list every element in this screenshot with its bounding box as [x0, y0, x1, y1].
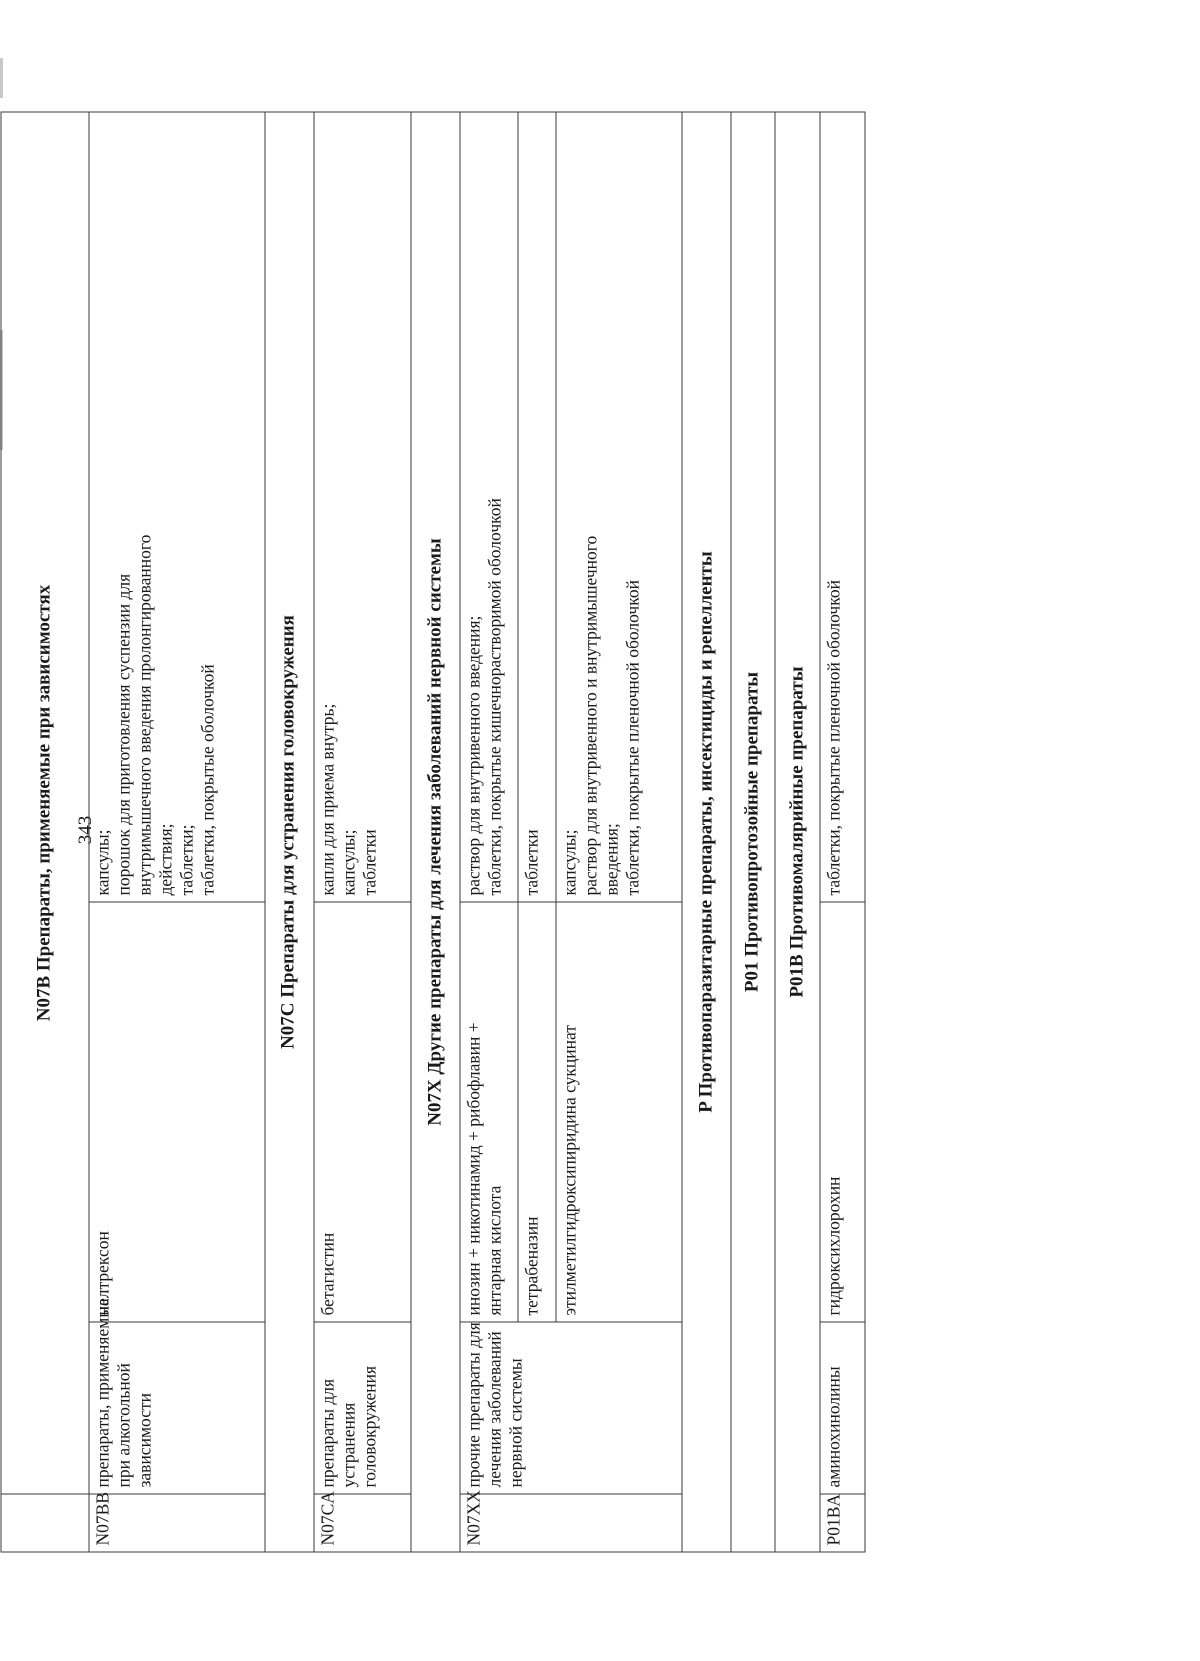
drug-classification-table	[0, 112, 865, 1553]
dosage-forms: капсулы; порошок для приготовления суспензии для внутримышечного введения пролонгированного действия; таблетки; таблетки, покрытые оболочкой	[88, 112, 264, 902]
section-heading: N07B Препараты, применяемые при зависимостях	[1, 112, 89, 1494]
page-number: 343	[75, 815, 96, 845]
dosage-forms: таблетки, покрытые пленочной оболочкой	[819, 112, 864, 902]
section-heading: P01B Противомалярийные препараты	[775, 112, 819, 1552]
section-heading: N07C Препараты для устранения головокружения	[265, 112, 313, 1552]
group-name: аминохинолины	[819, 1322, 864, 1494]
group-name: препараты для устранения головокружения	[313, 1322, 411, 1494]
atc-code: P01BA	[819, 1494, 864, 1552]
section-heading: N07X Другие препараты для лечения заболеваний нервной системы	[411, 112, 459, 1552]
atc-code: N07BB	[88, 1494, 264, 1552]
drug-name: этилметилгидроксипиридина сукцинат	[556, 902, 682, 1322]
dosage-forms: таблетки	[518, 112, 556, 902]
table-corner-cell	[1, 1494, 89, 1552]
group-name: препараты, применяемые при алкогольной зависимости	[88, 1322, 264, 1494]
dosage-forms: раствор для внутривенного введения; таблетки, покрытые кишечнорастворимой оболочкой	[459, 112, 517, 902]
rotated-drug-table	[0, 113, 865, 1553]
section-heading: P Противопаразитарные препараты, инсектициды и репелленты	[682, 112, 730, 1552]
group-name: прочие препараты для лечения заболеваний нервной системы	[459, 1322, 682, 1494]
drug-name: тетрабеназин	[518, 902, 556, 1322]
atc-code: N07XX	[459, 1494, 682, 1552]
atc-code: N07CA	[313, 1494, 411, 1552]
section-heading: P01 Противопротозойные препараты	[730, 112, 774, 1552]
dosage-forms: капсулы; раствор для внутривенного и внутримышечного введения; таблетки, покрытые пленочной оболочкой	[556, 112, 682, 902]
scan-edge-mark	[0, 58, 3, 98]
dosage-forms: капли для приема внутрь; капсулы; таблетки	[313, 112, 411, 902]
drug-name: налтрексон	[88, 902, 264, 1322]
drug-name: бетагистин	[313, 902, 411, 1322]
drug-name: гидроксихлорохин	[819, 902, 864, 1322]
drug-name: инозин + никотинамид + рибофлавин + янтарная кислота	[459, 902, 517, 1322]
